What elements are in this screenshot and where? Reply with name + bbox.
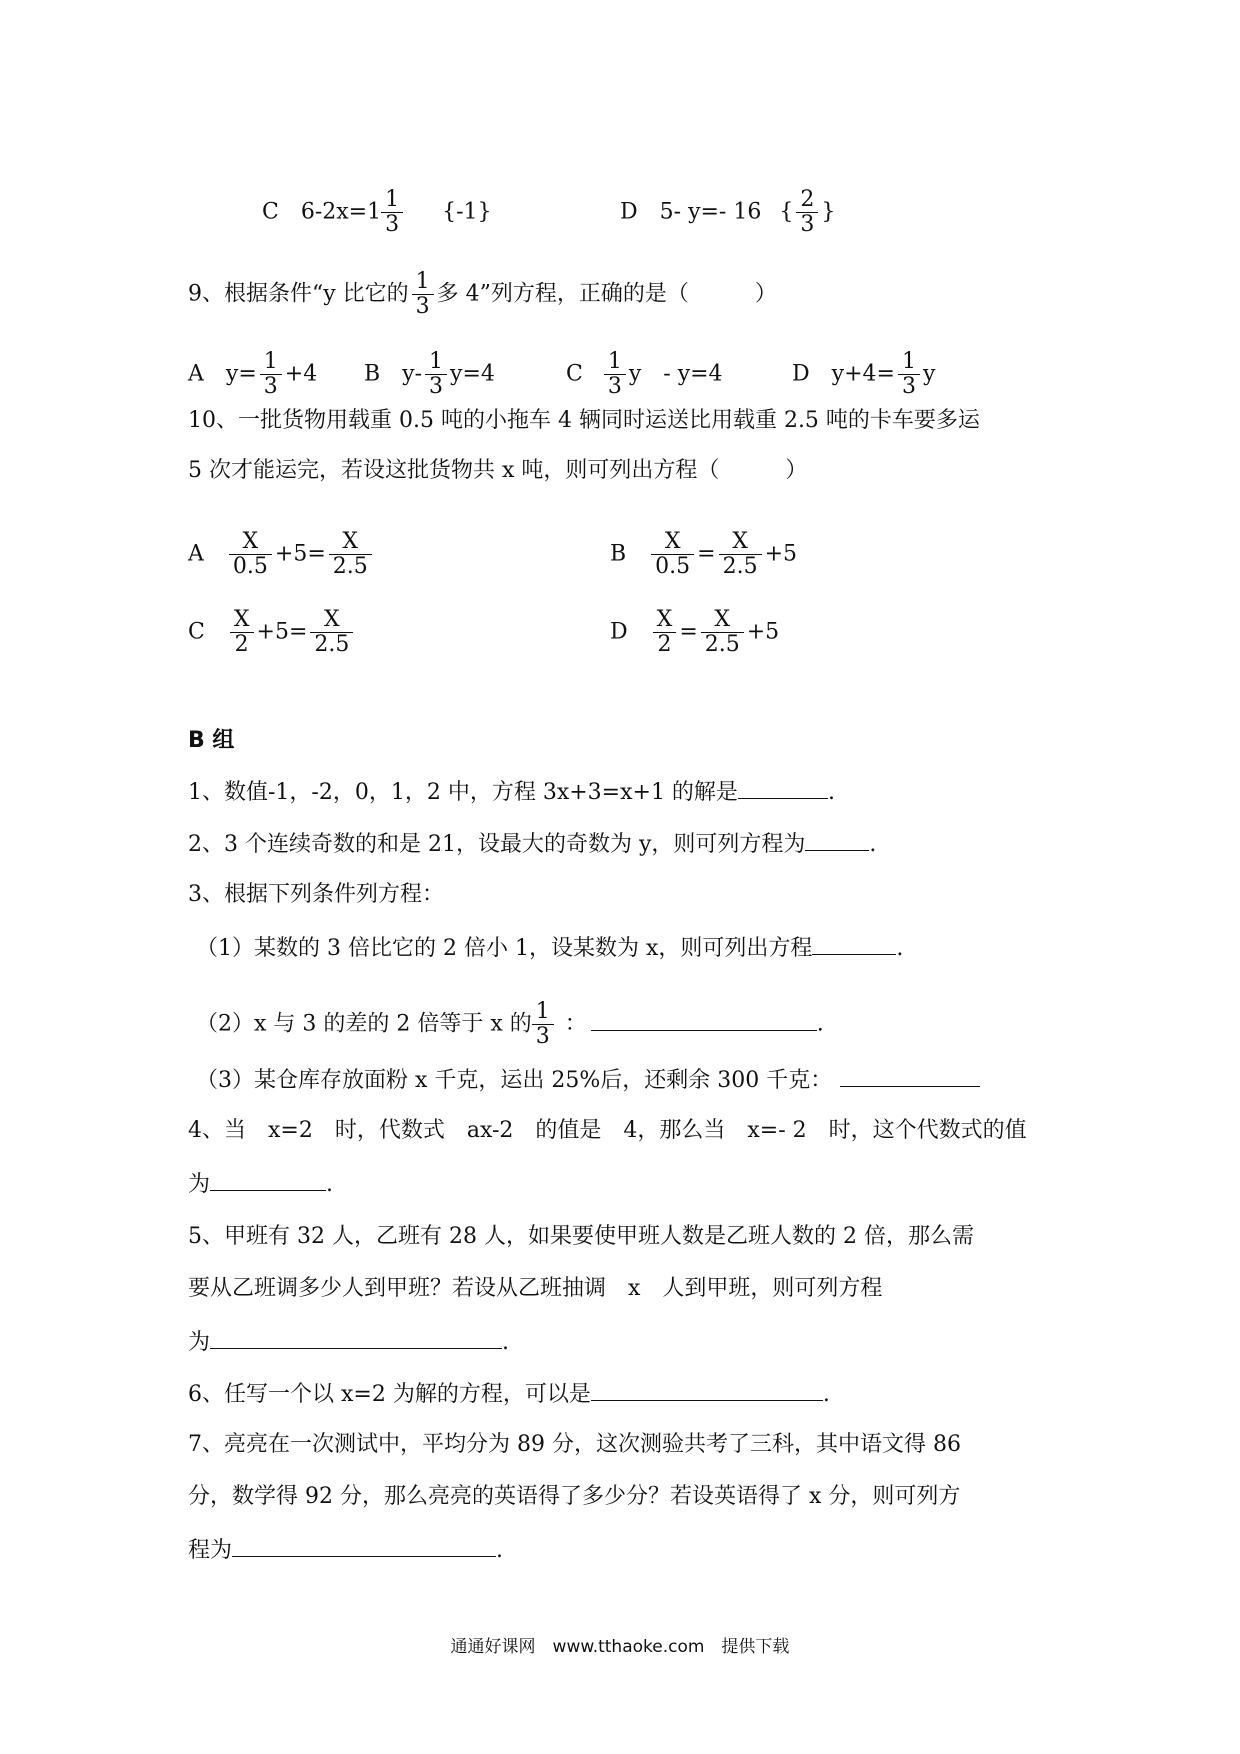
equation-text: 6-2x=1 [300,199,382,225]
b-q7-line3: 程为 . [188,1534,503,1566]
b-q4-line1: 4、当 x=2 时，代数式 ax-2 的值是 4，那么当 x=- 2 时，这个代数式的值 [188,1118,1027,1143]
answer-blank[interactable] [738,776,828,799]
q9-option-d: D y+4= $\frac{1}{3}$ y [792,349,936,399]
answer-blank[interactable] [812,932,896,955]
fraction: $\frac{1}{3}$ [532,1000,554,1049]
fraction: $\frac{1}{3}$ [260,350,282,399]
fraction: $\frac{X}{0.5}$ [229,530,272,579]
b-q3-2: （2）x 与 3 的差的 2 倍等于 x 的 $\frac{1}{3}$ ： . [196,999,824,1049]
answer-blank[interactable] [840,1064,980,1087]
b-q7-line2: 分，数学得 92 分，那么亮亮的英语得了多少分？若设英语得了 x 分，则可列方 [188,1484,961,1509]
q9-stem: 9、根据条件“y 比它的 $\frac{1}{3}$ 多 4”列方程，正确的是（ ） [188,269,777,319]
fraction: $\frac{X}{2.5}$ [310,608,353,657]
q8-option-d [620,188,835,237]
q9-option-a: A y= $\frac{1}{3}$ +4 [188,349,318,399]
option-label: D [620,199,638,225]
b-q7-line1: 7、亮亮在一次测试中，平均分为 89 分，这次测验共考了三科，其中语文得 86 [188,1432,961,1457]
fraction: $\frac{1}{3}$ [898,350,920,399]
b-q5-line3: 为 . [188,1326,509,1358]
b-q2: 2、3 个连续奇数的和是 21，设最大的奇数为 y，则可列方程为 . [188,828,876,860]
q10-option-a: A $\frac{X}{0.5}$ +5= $\frac{X}{2.5}$ [188,530,375,579]
q9-option-c: C $\frac{1}{3}$ y - y=4 [566,349,723,399]
b-q3-1: （1）某数的 3 倍比它的 2 倍小 1，设某数为 x，则可列出方程 . [196,932,903,964]
q10-option-c: C $\frac{X}{2}$ +5= $\frac{X}{2.5}$ [188,608,356,657]
fraction: $\frac{X}{2.5}$ [701,608,744,657]
fraction: $\frac{X}{2}$ [230,608,254,657]
fraction: $\frac{1}{3}$ [412,270,434,319]
fraction: $\frac{X}{2}$ [653,608,677,657]
b-q1: 1、数值-1，-2，0，1，2 中，方程 3x+3=x+1 的解是 . [188,776,835,808]
fraction: $\frac{1}{3}$ [425,350,447,399]
fraction: $\frac{1}{3}$ [604,350,626,399]
answer-blank[interactable] [591,1008,817,1031]
fraction: $\frac{X}{0.5}$ [651,530,694,579]
b-q6: 6、任写一个以 x=2 为解的方程，可以是 . [188,1378,830,1410]
answer-blank[interactable] [591,1378,823,1401]
set-open: { [779,199,794,225]
footer-credit: 通通好课网 www.tthaoke.com 提供下载 [450,1637,790,1657]
answer-blank[interactable] [805,828,869,851]
fraction: $\frac{X}{2.5}$ [329,530,372,579]
fraction: $\frac{2}{3}$ [796,188,818,237]
fraction: $\frac{1}{3}$ [381,188,403,237]
answer-blank[interactable] [232,1534,496,1557]
q10-option-d: D $\frac{X}{2}$ = $\frac{X}{2.5}$ +5 [610,607,780,657]
b-q4-line2: 为 . [188,1168,333,1200]
q10-option-b: B $\frac{X}{0.5}$ = $\frac{X}{2.5}$ +5 [610,529,798,579]
q10-stem-line1: 10、一批货物用载重 0.5 吨的小拖车 4 辆同时运送比用载重 2.5 吨的卡车要多运 [188,408,980,433]
solution-set: {-1} [442,199,492,225]
b-q3-3: （3）某仓库存放面粉 x 千克，运出 25%后，还剩余 300 千克： [196,1064,980,1096]
fraction: $\frac{X}{2.5}$ [719,530,762,579]
answer-blank[interactable] [210,1168,326,1191]
q10-stem-line2: 5 次才能运完，若设这批货物共 x 吨，则可列出方程（ ） [188,458,808,483]
b-q3: 3、根据下列条件列方程： [188,882,444,907]
b-q5-line2: 要从乙班调多少人到甲班？若设从乙班抽调 x 人到甲班，则可列方程 [188,1276,883,1301]
equation-text: 5- y=- 16 [659,199,762,225]
q8-option-c [262,188,492,237]
q9-option-b: B y- $\frac{1}{3}$ y=4 [364,349,495,399]
section-title: B 组 [188,728,235,753]
answer-blank[interactable] [210,1326,502,1349]
set-close: } [821,199,836,225]
option-label: C [262,199,279,225]
b-q5-line1: 5、甲班有 32 人，乙班有 28 人，如果要使甲班人数是乙班人数的 2 倍，那么需 [188,1224,974,1249]
